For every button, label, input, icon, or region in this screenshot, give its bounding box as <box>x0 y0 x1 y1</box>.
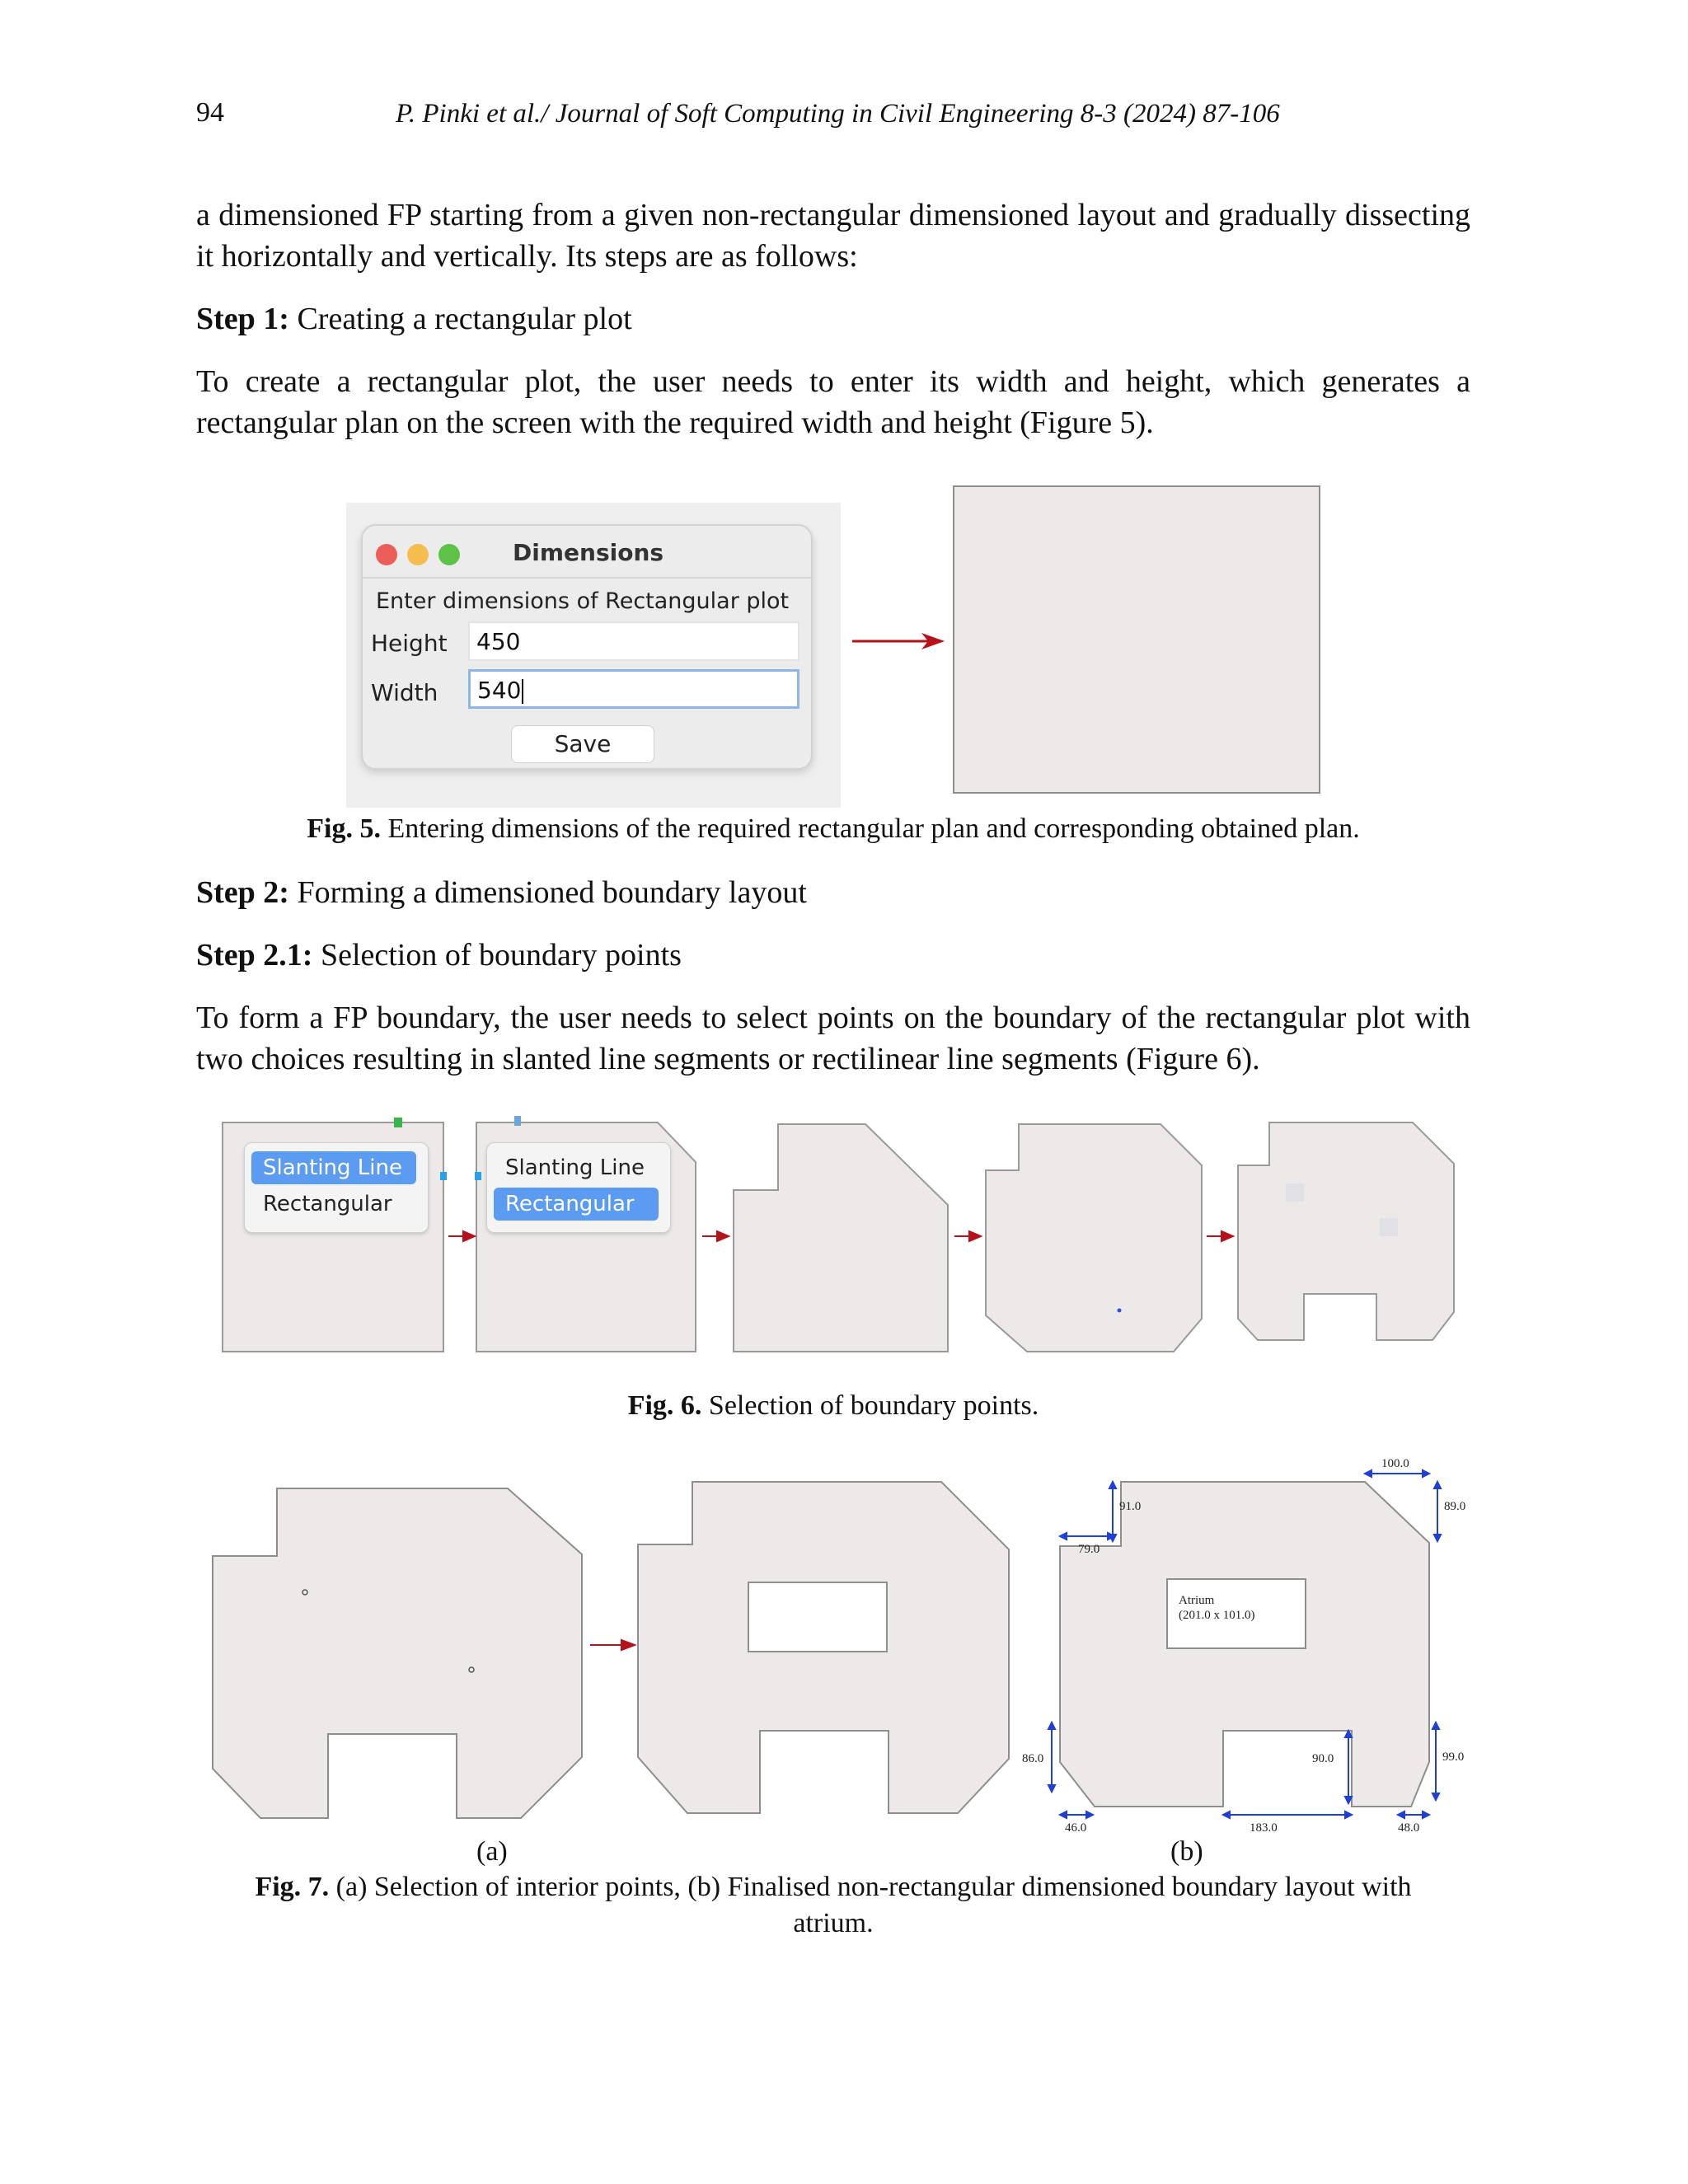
width-label: Width <box>371 679 438 706</box>
fig7-arrow-icon <box>590 1640 635 1650</box>
page-number: 94 <box>196 97 224 128</box>
dim-bottom-right: 48.0 <box>1398 1821 1420 1835</box>
fig7-label-b: (b) <box>1170 1836 1203 1867</box>
step2-1-heading <box>196 935 682 976</box>
fig6-caption-label: Fig. 6. <box>627 1390 702 1421</box>
menu-option-slanting-line[interactable]: Slanting Line <box>251 1151 416 1184</box>
zoom-window-icon[interactable] <box>438 544 460 565</box>
fig7b-atrium-size: (201.0 x 101.0) <box>1179 1609 1255 1622</box>
step2-1-text: Selection of boundary points <box>312 938 682 972</box>
fig7-caption-text: (a) Selection of interior points, (b) Finalised non-rectangular dimensioned boundary layout with atrium. <box>329 1872 1412 1938</box>
step2-1-label: Step 2.1: <box>196 938 313 972</box>
step1-label: Step 1: <box>196 302 289 336</box>
dim-bottom-left: 46.0 <box>1065 1821 1087 1835</box>
height-label: Height <box>371 630 448 657</box>
width-input-value: 540 <box>477 677 522 704</box>
fig6-interior-mark-b <box>1380 1218 1398 1236</box>
step2-heading <box>196 872 807 913</box>
fig7a-plot-points <box>213 1488 582 1818</box>
step1-paragraph: To create a rectangular plot, the user needs to enter its width and height, which generates a rectangular plan on the screen with the required width and height (Figure 5). <box>196 364 1470 440</box>
running-header: P. Pinki et al./ Journal of Soft Computing in Civil Engineering 8-3 (2024) 87-106 <box>396 99 1280 129</box>
step1-text: Creating a rectangular plot <box>288 302 632 336</box>
fig5-caption-text: Entering dimensions of the required rectangular plan and corresponding obtained plan. <box>380 813 1360 844</box>
step2-text: Forming a dimensioned boundary layout <box>288 875 807 910</box>
save-button[interactable]: Save <box>511 725 654 763</box>
height-input[interactable]: 450 <box>468 621 799 661</box>
dim-left-step: 79.0 <box>1078 1543 1100 1556</box>
step2-label: Step 2: <box>196 875 289 910</box>
fig6-menu-left <box>244 1142 429 1233</box>
fig6-caption-text: Selection of boundary points. <box>701 1390 1039 1421</box>
dim-right-top: 89.0 <box>1444 1500 1466 1513</box>
dim-top-step: 91.0 <box>1119 1500 1142 1513</box>
menu-option-rectangular[interactable]: Rectangular <box>494 1188 659 1221</box>
fig7-label-a: (a) <box>476 1836 508 1867</box>
step1-heading <box>196 298 632 340</box>
fig7a-atrium <box>748 1582 887 1652</box>
fig5-arrow-icon <box>849 626 948 659</box>
step2-paragraph: To form a FP boundary, the user needs to select points on the boundary of the rectangular plot with two choices resulting in slanted line segments or rectilinear line segments (Figure 6). <box>196 1001 1470 1076</box>
intro-paragraph: a dimensioned FP starting from a given non-rectangular dimensioned layout and gradually dissecting it horizontally and vertically. Its steps are as follows: <box>196 198 1470 274</box>
fig6-handle-blue-b <box>514 1116 521 1126</box>
fig6-handle-blue-a <box>440 1172 447 1180</box>
fig7-panels <box>198 1451 1484 1838</box>
fig6-menu-right <box>486 1142 671 1233</box>
dialog-title: Dimensions <box>513 539 664 566</box>
fig5-caption <box>196 811 1470 847</box>
fig6-handle-blue-c <box>475 1172 481 1180</box>
minimize-window-icon[interactable] <box>407 544 429 565</box>
dim-top-right: 100.0 <box>1381 1457 1409 1470</box>
text-caret <box>522 679 523 704</box>
fig7b-atrium-label: Atrium <box>1179 1594 1215 1607</box>
dim-left-bottom: 86.0 <box>1022 1752 1044 1765</box>
fig6-panel4-plot <box>986 1124 1202 1352</box>
fig6-panel5-plot <box>1238 1122 1454 1340</box>
dim-notch-right: 90.0 <box>1312 1752 1334 1765</box>
fig7-caption <box>213 1869 1454 1942</box>
fig5-caption-label: Fig. 5. <box>307 813 381 844</box>
fig6-caption <box>196 1388 1470 1424</box>
dimensions-dialog <box>361 524 813 770</box>
dim-right-bottom: 99.0 <box>1442 1750 1465 1764</box>
fig5-rectangular-plan <box>952 485 1323 796</box>
dialog-divider <box>363 577 811 579</box>
fig6-panel3-plot <box>734 1124 948 1352</box>
dim-bottom-notch: 183.0 <box>1250 1821 1278 1835</box>
menu-option-rectangular[interactable]: Rectangular <box>263 1192 392 1216</box>
fig7-caption-label: Fig. 7. <box>255 1872 330 1902</box>
close-window-icon[interactable] <box>376 544 397 565</box>
width-input[interactable] <box>468 669 799 709</box>
dialog-prompt: Enter dimensions of Rectangular plot <box>376 588 790 614</box>
fig6-interior-mark-a <box>1286 1183 1304 1202</box>
menu-option-slanting-line[interactable]: Slanting Line <box>505 1155 645 1180</box>
fig6-handle-green <box>394 1118 402 1127</box>
